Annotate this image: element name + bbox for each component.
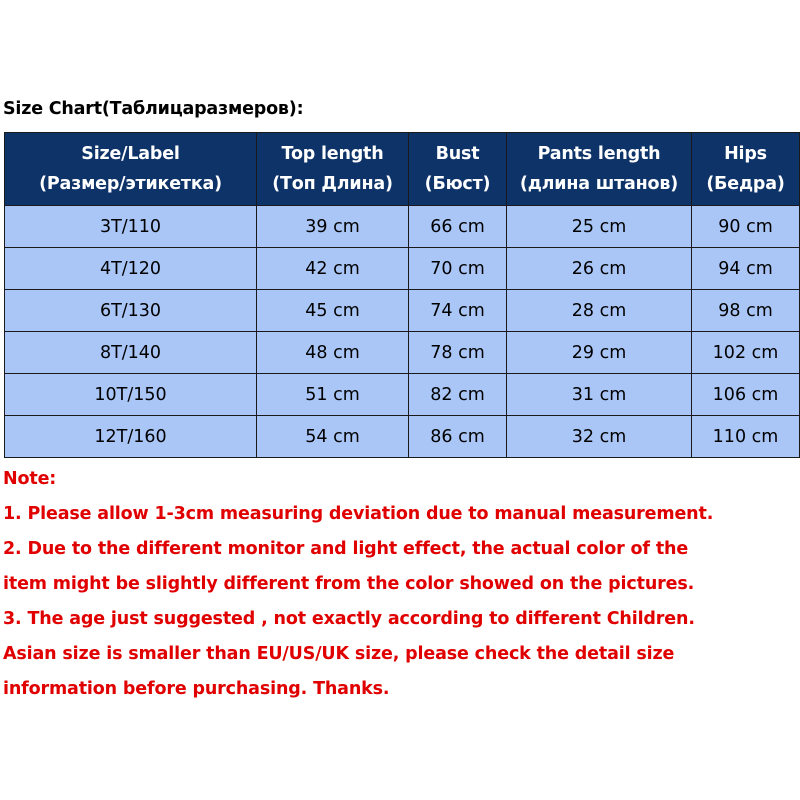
header-pants-length-ru: (длина штанов) [519,174,679,194]
table-row [5,290,800,332]
cell-pants-length: 26 cm [507,248,692,290]
header-size-label-en: Size/Label [81,144,180,164]
cell-top-length: 45 cm [257,290,409,332]
size-table [4,132,800,458]
header-bust [409,133,507,206]
note-line: Asian size is smaller than EU/US/UK size, please check the detail size [3,644,675,664]
cell-pants-length: 31 cm [507,374,692,416]
cell-hips: 90 cm [692,206,800,248]
cell-pants-length: 29 cm [507,332,692,374]
table-row [5,206,800,248]
cell-top-length: 42 cm [257,248,409,290]
table-row [5,332,800,374]
header-size-label-ru: (Размер/этикетка) [39,174,222,194]
cell-top-length: 51 cm [257,374,409,416]
header-top-length-en: Top length [281,144,384,164]
note-line: item might be slightly different from the color showed on the pictures. [3,574,695,594]
cell-size-label: 12T/160 [5,416,257,458]
table-row [5,248,800,290]
cell-size-label: 6T/130 [5,290,257,332]
note-line: information before purchasing. Thanks. [3,679,390,699]
table-row [5,416,800,458]
cell-bust: 86 cm [409,416,507,458]
cell-size-label: 10T/150 [5,374,257,416]
size-chart-title: Size Chart(Таблицаразмеров): [3,99,304,119]
cell-hips: 106 cm [692,374,800,416]
size-table-body [5,206,800,458]
cell-top-length: 54 cm [257,416,409,458]
cell-hips: 102 cm [692,332,800,374]
cell-size-label: 8T/140 [5,332,257,374]
cell-top-length: 39 cm [257,206,409,248]
header-pants-length-en: Pants length [537,144,661,164]
header-bust-en: Bust [435,144,480,164]
note-heading: Note: [3,469,57,489]
header-pants-length [507,133,692,206]
cell-bust: 66 cm [409,206,507,248]
cell-bust: 78 cm [409,332,507,374]
cell-hips: 94 cm [692,248,800,290]
size-table-header [5,133,800,206]
header-top-length-ru: (Топ Длина) [272,174,393,194]
note-line: 2. Due to the different monitor and light effect, the actual color of the [3,539,689,559]
cell-top-length: 48 cm [257,332,409,374]
cell-bust: 82 cm [409,374,507,416]
header-row [5,133,800,206]
cell-pants-length: 32 cm [507,416,692,458]
cell-hips: 110 cm [692,416,800,458]
cell-hips: 98 cm [692,290,800,332]
cell-bust: 74 cm [409,290,507,332]
cell-size-label: 4T/120 [5,248,257,290]
cell-size-label: 3T/110 [5,206,257,248]
cell-pants-length: 28 cm [507,290,692,332]
header-size-label [5,133,257,206]
header-hips-ru: (Бедра) [706,174,785,194]
notes-section [3,462,713,707]
note-line: 1. Please allow 1-3cm measuring deviation due to manual measurement. [3,504,714,524]
header-hips-en: Hips [724,144,767,164]
header-bust-ru: (Бюст) [424,174,491,194]
cell-bust: 70 cm [409,248,507,290]
header-hips [692,133,800,206]
header-top-length [257,133,409,206]
note-line: 3. The age just suggested , not exactly according to different Children. [3,609,695,629]
table-row [5,374,800,416]
cell-pants-length: 25 cm [507,206,692,248]
